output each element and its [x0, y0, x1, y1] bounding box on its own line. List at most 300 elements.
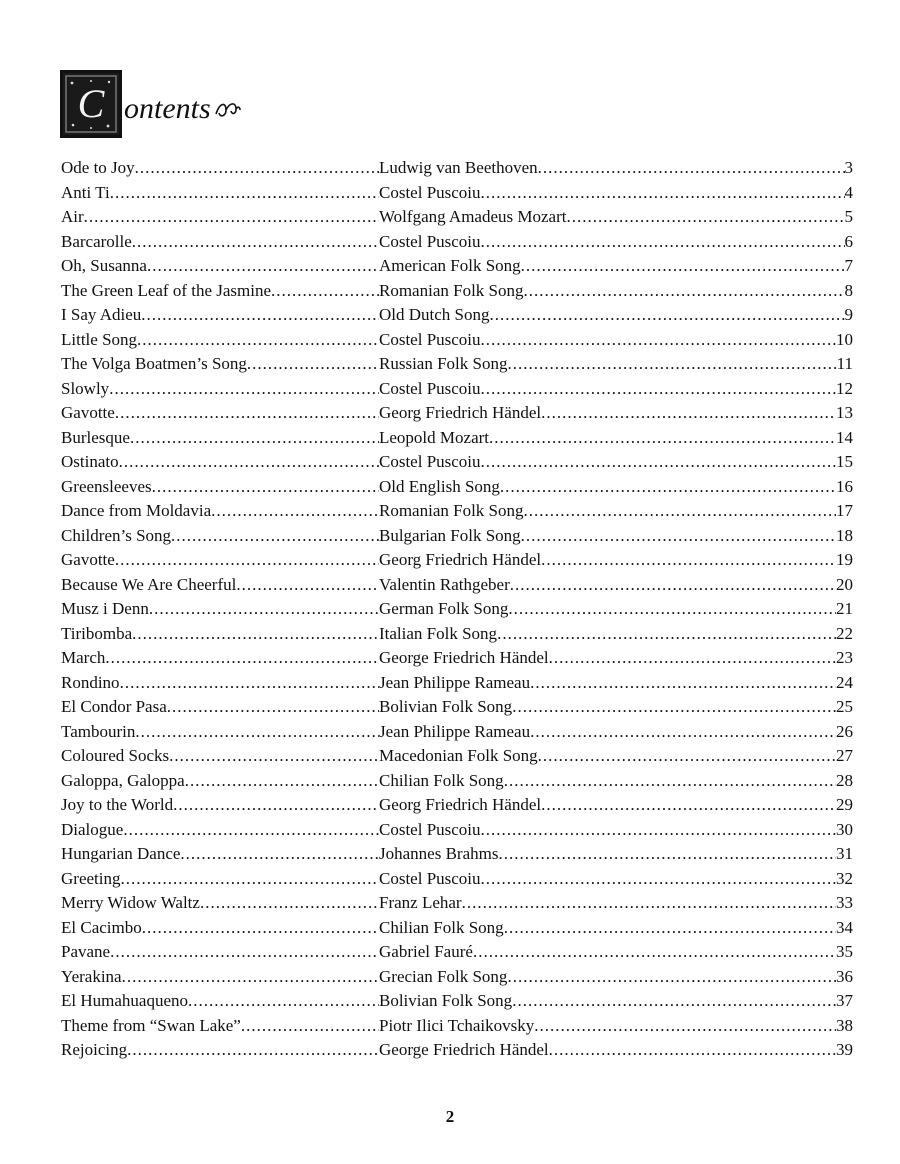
- toc-entry: [61, 377, 853, 402]
- toc-title-cell: [61, 622, 379, 647]
- song-title: Ode to Joy: [61, 158, 135, 177]
- composer-name: Chilian Folk Song: [379, 770, 504, 790]
- entry-page-number: 24: [836, 672, 853, 692]
- toc-composer-cell: [379, 793, 853, 818]
- dot-leader: [119, 450, 379, 475]
- composer-name: Italian Folk Song: [379, 623, 498, 643]
- toc-composer-cell: [379, 279, 853, 304]
- toc-composer-cell: [379, 499, 853, 524]
- song-title: El Condor Pasa: [61, 697, 167, 716]
- toc-composer-cell: [379, 891, 853, 916]
- song-title: Oh, Susanna: [61, 256, 147, 275]
- entry-page-number: 9: [844, 305, 853, 324]
- toc-composer-cell: [379, 181, 853, 206]
- toc-title-cell: [61, 989, 379, 1014]
- toc-entry: [61, 695, 853, 720]
- entry-page-number: 30: [836, 819, 853, 839]
- dot-leader: [521, 254, 845, 279]
- toc-title-cell: [61, 426, 379, 451]
- toc-entry: [61, 328, 853, 353]
- entry-page-number: 31: [836, 844, 853, 863]
- toc-title-cell: [61, 377, 379, 402]
- toc-title-cell: [61, 230, 379, 255]
- toc-entry: [61, 230, 853, 255]
- flourish-ornament-icon: [214, 100, 242, 122]
- dot-leader: [105, 646, 379, 671]
- toc-entry: [61, 573, 853, 598]
- dot-leader: [504, 769, 836, 794]
- toc-composer-cell: [379, 720, 853, 745]
- dot-leader: [549, 1038, 836, 1063]
- page-number: 2: [445, 1107, 455, 1126]
- dot-leader: [538, 744, 836, 769]
- entry-page-number: 12: [836, 378, 853, 398]
- composer-name: Jean Philippe Rameau: [379, 672, 531, 692]
- dot-leader: [481, 328, 836, 353]
- song-title: Barcarolle: [61, 231, 132, 251]
- song-title: Burlesque: [61, 427, 130, 447]
- composer-name: Ludwig van Beethoven: [379, 158, 538, 177]
- dot-leader: [521, 524, 836, 549]
- toc-composer-cell: [379, 646, 853, 671]
- dot-leader: [141, 303, 379, 328]
- toc-title-cell: [61, 548, 379, 573]
- song-title: Greensleeves: [61, 476, 152, 496]
- dot-leader: [200, 891, 379, 916]
- toc-entry: [61, 891, 853, 916]
- dot-leader: [135, 156, 379, 181]
- composer-name: Macedonian Folk Song: [379, 746, 538, 765]
- toc-title-cell: [61, 1014, 379, 1039]
- dot-leader: [169, 744, 379, 769]
- toc-title-cell: [61, 867, 379, 892]
- toc-composer-cell: [379, 744, 853, 769]
- dot-leader: [132, 622, 379, 647]
- composer-name: Georg Friedrich Händel: [379, 403, 542, 422]
- entry-page-number: 38: [836, 1015, 853, 1035]
- composer-name: Bolivian Folk Song: [379, 697, 513, 716]
- toc-title-cell: [61, 254, 379, 279]
- dot-leader: [142, 916, 379, 941]
- entry-page-number: 32: [836, 868, 853, 888]
- composer-name: Piotr Ilici Tchaikovsky: [379, 1015, 535, 1035]
- dot-leader: [247, 352, 379, 377]
- entry-page-number: 20: [836, 574, 853, 594]
- song-title: Slowly: [61, 378, 110, 398]
- dot-leader: [462, 891, 836, 916]
- dot-leader: [149, 597, 379, 622]
- composer-name: George Friedrich Händel: [379, 648, 549, 667]
- toc-composer-cell: [379, 818, 853, 843]
- composer-name: American Folk Song: [379, 256, 521, 275]
- toc-entry: [61, 524, 853, 549]
- dot-leader: [120, 867, 379, 892]
- composer-name: Romanian Folk Song: [379, 501, 524, 520]
- entry-page-number: 35: [836, 942, 853, 961]
- entry-page-number: 28: [836, 770, 853, 790]
- dot-leader: [534, 1014, 836, 1039]
- dot-leader: [152, 475, 379, 500]
- toc-title-cell: [61, 940, 379, 965]
- dot-leader: [498, 842, 836, 867]
- toc-composer-cell: [379, 548, 853, 573]
- dot-leader: [500, 475, 836, 500]
- composer-name: George Friedrich Händel: [379, 1040, 549, 1059]
- toc-composer-cell: [379, 597, 853, 622]
- toc-entry: [61, 499, 853, 524]
- toc-entry: [61, 597, 853, 622]
- entry-page-number: 34: [836, 917, 853, 937]
- toc-title-cell: [61, 916, 379, 941]
- song-title: Merry Widow Waltz: [61, 893, 200, 912]
- toc-entry: [61, 646, 853, 671]
- dot-leader: [481, 450, 836, 475]
- song-title: Ostinato: [61, 452, 119, 471]
- composer-name: Jean Philippe Rameau: [379, 721, 531, 741]
- toc-title-cell: [61, 671, 379, 696]
- toc-entry: [61, 842, 853, 867]
- toc-title-cell: [61, 352, 379, 377]
- toc-composer-cell: [379, 303, 853, 328]
- dot-leader: [211, 499, 379, 524]
- composer-name: Old Dutch Song: [379, 305, 490, 324]
- composer-name: Russian Folk Song: [379, 354, 508, 373]
- dot-leader: [132, 230, 379, 255]
- dot-leader: [127, 1038, 379, 1063]
- dot-leader: [481, 230, 845, 255]
- composer-name: Leopold Mozart: [379, 427, 489, 447]
- dot-leader: [566, 205, 844, 230]
- entry-page-number: 5: [844, 207, 853, 226]
- song-title: Joy to the World: [61, 795, 174, 814]
- entry-page-number: 22: [836, 623, 853, 643]
- composer-name: Romanian Folk Song: [379, 280, 524, 300]
- dot-leader: [171, 524, 379, 549]
- dot-leader: [507, 352, 836, 377]
- dot-leader: [524, 499, 836, 524]
- toc-composer-cell: [379, 156, 853, 181]
- song-title: El Humahuaqueno: [61, 991, 188, 1010]
- entry-page-number: 4: [844, 182, 853, 202]
- toc-composer-cell: [379, 989, 853, 1014]
- toc-entry: [61, 401, 853, 426]
- toc-composer-cell: [379, 1038, 853, 1063]
- toc-composer-cell: [379, 867, 853, 892]
- ornamental-initial-c: [60, 70, 122, 138]
- composer-name: Costel Puscoiu: [379, 868, 481, 888]
- dot-leader: [510, 573, 836, 598]
- composer-name: Valentin Rathgeber: [379, 574, 510, 594]
- dot-leader: [473, 940, 836, 965]
- toc-title-cell: [61, 156, 379, 181]
- toc-entry: [61, 793, 853, 818]
- entry-page-number: 27: [836, 746, 853, 765]
- entry-page-number: 37: [836, 991, 853, 1010]
- dot-leader: [123, 818, 379, 843]
- toc-title-cell: [61, 695, 379, 720]
- toc-composer-cell: [379, 205, 853, 230]
- entry-page-number: 18: [836, 525, 853, 545]
- toc-entry: [61, 744, 853, 769]
- toc-composer-cell: [379, 622, 853, 647]
- toc-entry: [61, 867, 853, 892]
- song-title: March: [61, 648, 106, 667]
- dot-leader: [115, 401, 379, 426]
- toc-entry: [61, 1014, 853, 1039]
- dot-leader: [110, 181, 379, 206]
- toc-title-cell: [61, 818, 379, 843]
- toc-entry: [61, 671, 853, 696]
- dot-leader: [271, 279, 379, 304]
- toc-title-cell: [61, 303, 379, 328]
- toc-composer-cell: [379, 450, 853, 475]
- heading-text: ontents: [124, 92, 211, 125]
- composer-name: Georg Friedrich Händel: [379, 795, 542, 814]
- toc-entry: [61, 303, 853, 328]
- toc-title-cell: [61, 793, 379, 818]
- dot-leader: [541, 401, 836, 426]
- entry-page-number: 36: [836, 966, 853, 986]
- initial-letter: C: [77, 81, 105, 126]
- song-title: The Volga Boatmen’s Song: [61, 354, 247, 373]
- toc-title-cell: [61, 965, 379, 990]
- toc-title-cell: [61, 744, 379, 769]
- dot-leader: [541, 793, 836, 818]
- dot-leader: [109, 377, 379, 402]
- toc-entry: [61, 279, 853, 304]
- toc-entry: [61, 254, 853, 279]
- entry-page-number: 19: [836, 550, 853, 569]
- composer-name: Chilian Folk Song: [379, 917, 504, 937]
- toc-entry: [61, 769, 853, 794]
- dot-leader: [110, 940, 379, 965]
- dot-leader: [188, 989, 379, 1014]
- dot-leader: [512, 989, 836, 1014]
- toc-entry: [61, 181, 853, 206]
- composer-name: Costel Puscoiu: [379, 378, 481, 398]
- song-title: Little Song: [61, 329, 138, 349]
- toc-composer-cell: [379, 377, 853, 402]
- toc-title-cell: [61, 597, 379, 622]
- dot-leader: [122, 965, 379, 990]
- song-title: Dialogue: [61, 819, 124, 839]
- toc-title-cell: [61, 475, 379, 500]
- toc-title-cell: [61, 573, 379, 598]
- composer-name: German Folk Song: [379, 599, 509, 618]
- composer-name: Costel Puscoiu: [379, 819, 481, 839]
- toc-entry: [61, 426, 853, 451]
- entry-page-number: 15: [836, 452, 853, 471]
- toc-composer-cell: [379, 940, 853, 965]
- toc-title-cell: [61, 401, 379, 426]
- toc-composer-cell: [379, 254, 853, 279]
- toc-composer-cell: [379, 671, 853, 696]
- toc-title-cell: [61, 1038, 379, 1063]
- dot-leader: [137, 328, 379, 353]
- dot-leader: [508, 597, 836, 622]
- song-title: Children’s Song: [61, 525, 172, 545]
- toc-entry: [61, 622, 853, 647]
- dot-leader: [84, 205, 379, 230]
- dot-leader: [481, 867, 836, 892]
- toc-entry: [61, 818, 853, 843]
- composer-name: Bulgarian Folk Song: [379, 525, 521, 545]
- toc-title-cell: [61, 279, 379, 304]
- entry-page-number: 23: [836, 648, 853, 667]
- toc-title-cell: [61, 646, 379, 671]
- entry-page-number: 13: [836, 403, 853, 422]
- dot-leader: [241, 1014, 379, 1039]
- composer-name: Costel Puscoiu: [379, 452, 481, 471]
- composer-name: Gabriel Fauré: [379, 942, 473, 961]
- dot-leader: [115, 548, 379, 573]
- composer-name: Costel Puscoiu: [379, 182, 481, 202]
- toc-entry: [61, 916, 853, 941]
- toc-entry: [61, 989, 853, 1014]
- entry-page-number: 14: [836, 427, 853, 447]
- composer-name: Old English Song: [379, 476, 500, 496]
- toc-composer-cell: [379, 328, 853, 353]
- toc-composer-cell: [379, 426, 853, 451]
- toc-entry: [61, 720, 853, 745]
- composer-name: Costel Puscoiu: [379, 329, 481, 349]
- dot-leader: [541, 548, 836, 573]
- entry-page-number: 33: [836, 893, 853, 912]
- entry-page-number: 16: [836, 476, 853, 496]
- toc-title-cell: [61, 842, 379, 867]
- toc-composer-cell: [379, 524, 853, 549]
- toc-entry: [61, 450, 853, 475]
- toc-title-cell: [61, 450, 379, 475]
- song-title: Rondino: [61, 672, 120, 692]
- song-title: Greeting: [61, 868, 121, 888]
- dot-leader: [489, 426, 836, 451]
- dot-leader: [490, 303, 845, 328]
- composer-name: Costel Puscoiu: [379, 231, 481, 251]
- song-title: Musz i Denn: [61, 599, 149, 618]
- dot-leader: [530, 720, 836, 745]
- dot-leader: [236, 573, 379, 598]
- dot-leader: [512, 695, 836, 720]
- dot-leader: [497, 622, 836, 647]
- toc-entry: [61, 205, 853, 230]
- entry-page-number: 8: [844, 280, 853, 300]
- toc-entry: [61, 965, 853, 990]
- song-title: Theme from “Swan Lake”: [61, 1015, 241, 1035]
- entry-page-number: 21: [836, 599, 853, 618]
- composer-name: Wolfgang Amadeus Mozart: [379, 207, 567, 226]
- toc-composer-cell: [379, 916, 853, 941]
- toc-entry: [61, 475, 853, 500]
- dot-leader: [173, 793, 379, 818]
- toc-entry: [61, 548, 853, 573]
- entry-page-number: 29: [836, 795, 853, 814]
- entry-page-number: 3: [844, 158, 853, 177]
- dot-leader: [481, 377, 836, 402]
- entry-page-number: 10: [836, 329, 853, 349]
- dot-leader: [524, 279, 845, 304]
- dot-leader: [538, 156, 845, 181]
- dot-leader: [167, 695, 379, 720]
- toc-entry: [61, 156, 853, 181]
- toc-title-cell: [61, 328, 379, 353]
- dot-leader: [481, 818, 836, 843]
- toc-composer-cell: [379, 769, 853, 794]
- toc-title-cell: [61, 720, 379, 745]
- dot-leader: [481, 181, 845, 206]
- song-title: Gavotte: [61, 550, 115, 569]
- table-of-contents: [61, 156, 853, 1063]
- toc-entry: [61, 352, 853, 377]
- song-title: The Green Leaf of the Jasmine: [61, 280, 272, 300]
- toc-entry: [61, 1038, 853, 1063]
- entry-page-number: 7: [844, 256, 853, 275]
- toc-composer-cell: [379, 1014, 853, 1039]
- song-title: Air: [61, 207, 84, 226]
- dot-leader: [530, 671, 836, 696]
- toc-title-cell: [61, 205, 379, 230]
- toc-title-cell: [61, 769, 379, 794]
- toc-composer-cell: [379, 965, 853, 990]
- dot-leader: [135, 720, 379, 745]
- dot-leader: [185, 769, 379, 794]
- dot-leader: [180, 842, 379, 867]
- toc-title-cell: [61, 891, 379, 916]
- song-title: Yerakina: [61, 966, 122, 986]
- toc-title-cell: [61, 499, 379, 524]
- song-title: Rejoicing: [61, 1040, 128, 1059]
- entry-page-number: 11: [836, 354, 853, 373]
- toc-title-cell: [61, 524, 379, 549]
- song-title: Hungarian Dance: [61, 844, 181, 863]
- song-title: Anti Ti: [61, 182, 110, 202]
- entry-page-number: 6: [844, 231, 853, 251]
- composer-name: Georg Friedrich Händel: [379, 550, 542, 569]
- song-title: Tambourin: [61, 721, 136, 741]
- dot-leader: [504, 916, 836, 941]
- song-title: Tiribomba: [61, 623, 133, 643]
- song-title: Because We Are Cheerful: [61, 574, 237, 594]
- dot-leader: [130, 426, 379, 451]
- dot-leader: [120, 671, 379, 696]
- song-title: I Say Adieu: [61, 305, 142, 324]
- toc-composer-cell: [379, 230, 853, 255]
- song-title: Galoppa, Galoppa: [61, 770, 185, 790]
- dot-leader: [549, 646, 836, 671]
- composer-name: Grecian Folk Song: [379, 966, 508, 986]
- toc-composer-cell: [379, 352, 853, 377]
- composer-name: Johannes Brahms: [379, 844, 499, 863]
- toc-composer-cell: [379, 842, 853, 867]
- toc-composer-cell: [379, 475, 853, 500]
- song-title: Gavotte: [61, 403, 115, 422]
- composer-name: Franz Lehar: [379, 893, 462, 912]
- dot-leader: [147, 254, 379, 279]
- toc-title-cell: [61, 181, 379, 206]
- toc-composer-cell: [379, 573, 853, 598]
- song-title: El Cacimbo: [61, 917, 142, 937]
- entry-page-number: 39: [836, 1040, 853, 1059]
- entry-page-number: 26: [836, 721, 853, 741]
- song-title: Dance from Moldavia: [61, 501, 212, 520]
- toc-composer-cell: [379, 695, 853, 720]
- entry-page-number: 25: [836, 697, 853, 716]
- song-title: Coloured Socks: [61, 746, 170, 765]
- dot-leader: [507, 965, 836, 990]
- toc-composer-cell: [379, 401, 853, 426]
- toc-entry: [61, 940, 853, 965]
- composer-name: Bolivian Folk Song: [379, 991, 513, 1010]
